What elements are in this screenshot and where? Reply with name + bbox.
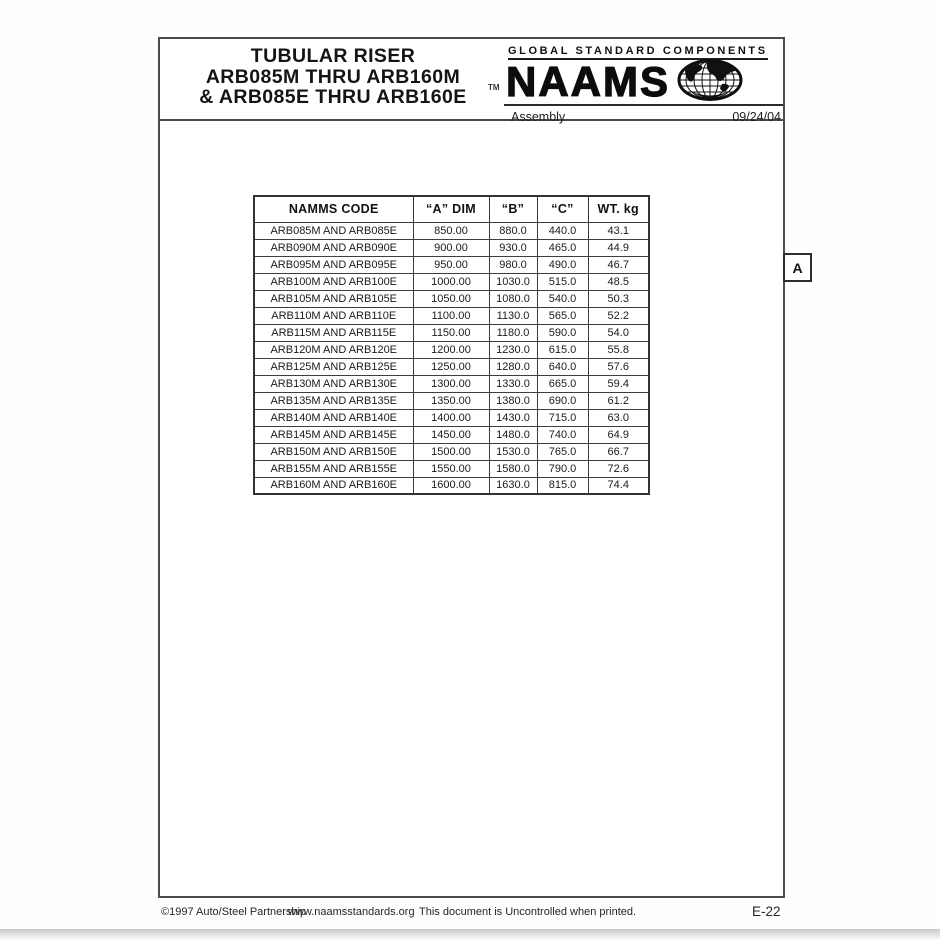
table-cell: 63.0 [588, 409, 649, 426]
table-cell: 74.4 [588, 477, 649, 494]
section-marker-a: A [783, 253, 812, 282]
table-cell: 1300.00 [413, 375, 489, 392]
table-cell: 43.1 [588, 222, 649, 239]
logo-tagline: GLOBAL STANDARD COMPONENTS [508, 45, 768, 60]
table-cell: 850.00 [413, 222, 489, 239]
table-cell: 540.0 [537, 290, 588, 307]
table-cell: ARB115M AND ARB115E [254, 324, 413, 341]
table-cell: 1480.0 [489, 426, 537, 443]
table-cell: 515.0 [537, 273, 588, 290]
table-cell: 1600.00 [413, 477, 489, 494]
column-header: “B” [489, 196, 537, 222]
title-line-1: TUBULAR RISER [250, 45, 416, 67]
table-cell: 1130.0 [489, 307, 537, 324]
table-cell: 640.0 [537, 358, 588, 375]
table-cell: 1280.0 [489, 358, 537, 375]
table-cell: ARB110M AND ARB110E [254, 307, 413, 324]
table-cell: 1100.00 [413, 307, 489, 324]
table-cell: 930.0 [489, 239, 537, 256]
table-cell: 72.6 [588, 460, 649, 477]
table-cell: 950.00 [413, 256, 489, 273]
table-cell: 61.2 [588, 392, 649, 409]
table-cell: ARB085M AND ARB085E [254, 222, 413, 239]
table-row [254, 375, 649, 392]
table-cell: ARB120M AND ARB120E [254, 341, 413, 358]
table-cell: 590.0 [537, 324, 588, 341]
footer-page-number: E-22 [752, 904, 781, 919]
table-cell: 59.4 [588, 375, 649, 392]
column-header: “C” [537, 196, 588, 222]
table-row [254, 426, 649, 443]
table-cell: 765.0 [537, 443, 588, 460]
table-cell: 1250.00 [413, 358, 489, 375]
table-cell: ARB150M AND ARB150E [254, 443, 413, 460]
table-cell: 1150.00 [413, 324, 489, 341]
table-cell: 815.0 [537, 477, 588, 494]
globe-icon [677, 59, 743, 106]
spec-table-head-row [254, 196, 649, 222]
table-cell: 465.0 [537, 239, 588, 256]
table-cell: 1380.0 [489, 392, 537, 409]
table-cell: 54.0 [588, 324, 649, 341]
table-cell: 1330.0 [489, 375, 537, 392]
table-cell: 715.0 [537, 409, 588, 426]
table-cell: 900.00 [413, 239, 489, 256]
column-header: WT. kg [588, 196, 649, 222]
table-cell: 1030.0 [489, 273, 537, 290]
table-cell: 48.5 [588, 273, 649, 290]
table-cell: 1450.00 [413, 426, 489, 443]
table-row [254, 409, 649, 426]
page-header [160, 39, 783, 124]
table-row [254, 443, 649, 460]
table-cell: 615.0 [537, 341, 588, 358]
table-cell: 1530.0 [489, 443, 537, 460]
footer-website: www.naamsstandards.org [288, 906, 415, 918]
table-cell: 1000.00 [413, 273, 489, 290]
column-header: “A” DIM [413, 196, 489, 222]
table-cell: ARB160M AND ARB160E [254, 477, 413, 494]
spec-table [253, 195, 650, 495]
table-cell: ARB125M AND ARB125E [254, 358, 413, 375]
naams-logo-block [504, 41, 783, 124]
table-row [254, 256, 649, 273]
column-header: NAMMS CODE [254, 196, 413, 222]
table-cell: 1500.00 [413, 443, 489, 460]
table-cell: ARB090M AND ARB090E [254, 239, 413, 256]
footer-copyright: ©1997 Auto/Steel Partnership [161, 906, 307, 918]
table-row [254, 239, 649, 256]
table-cell: 1430.0 [489, 409, 537, 426]
table-row [254, 392, 649, 409]
table-row [254, 460, 649, 477]
table-row [254, 358, 649, 375]
page-title [172, 46, 494, 108]
table-cell: 980.0 [489, 256, 537, 273]
scan-shadow-edge [0, 929, 940, 940]
table-cell: ARB130M AND ARB130E [254, 375, 413, 392]
table-cell: 565.0 [537, 307, 588, 324]
table-cell: 740.0 [537, 426, 588, 443]
table-cell: ARB140M AND ARB140E [254, 409, 413, 426]
table-cell: ARB105M AND ARB105E [254, 290, 413, 307]
table-cell: 690.0 [537, 392, 588, 409]
table-cell: 66.7 [588, 443, 649, 460]
table-cell: 1200.00 [413, 341, 489, 358]
table-row [254, 307, 649, 324]
table-cell: 1400.00 [413, 409, 489, 426]
table-cell: 790.0 [537, 460, 588, 477]
table-cell: 1580.0 [489, 460, 537, 477]
table-cell: 1550.00 [413, 460, 489, 477]
table-cell: 1050.00 [413, 290, 489, 307]
title-line-2: ARB085M THRU ARB160M [205, 65, 461, 88]
naams-wordmark: NAAMS [506, 57, 670, 105]
table-row [254, 290, 649, 307]
spec-table-body [254, 222, 649, 494]
table-cell: 64.9 [588, 426, 649, 443]
table-cell: 52.2 [588, 307, 649, 324]
table-cell: 665.0 [537, 375, 588, 392]
table-cell: 1180.0 [489, 324, 537, 341]
table-row [254, 324, 649, 341]
table-cell: 1230.0 [489, 341, 537, 358]
table-cell: ARB135M AND ARB135E [254, 392, 413, 409]
table-cell: 57.6 [588, 358, 649, 375]
footer-uncontrolled-notice: This document is Uncontrolled when printed. [419, 906, 637, 918]
category-label: Assembly [511, 110, 566, 124]
table-cell: 440.0 [537, 222, 588, 239]
table-cell: 1630.0 [489, 477, 537, 494]
title-line-3: & ARB085E THRU ARB160E [199, 86, 467, 108]
table-cell: ARB100M AND ARB100E [254, 273, 413, 290]
logo-brand-row [504, 57, 783, 105]
table-cell: 1080.0 [489, 290, 537, 307]
table-cell: 1350.00 [413, 392, 489, 409]
table-row [254, 477, 649, 494]
table-cell: 490.0 [537, 256, 588, 273]
table-cell: 44.9 [588, 239, 649, 256]
table-cell: 50.3 [588, 290, 649, 307]
table-cell: ARB095M AND ARB095E [254, 256, 413, 273]
table-row [254, 273, 649, 290]
table-cell: ARB145M AND ARB145E [254, 426, 413, 443]
revision-date: 09/24/04 [732, 110, 781, 124]
table-cell: ARB155M AND ARB155E [254, 460, 413, 477]
table-row [254, 222, 649, 239]
table-cell: 46.7 [588, 256, 649, 273]
trademark-symbol: TM [488, 83, 500, 92]
logo-meta-row [504, 106, 783, 124]
table-cell: 880.0 [489, 222, 537, 239]
table-row [254, 341, 649, 358]
table-cell: 55.8 [588, 341, 649, 358]
